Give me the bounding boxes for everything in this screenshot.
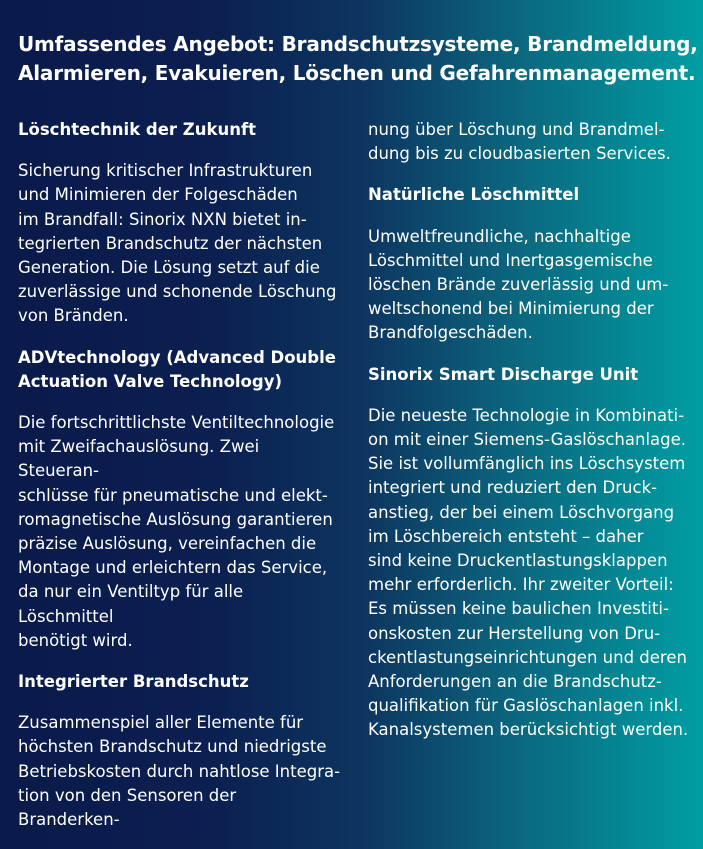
section-text-smart-discharge-unit: Die neueste Technologie in Kombinati- on mit einer Siemens-Gaslöschanlage. Sie ist vollumfänglich ins Löschsystem integriert und reduziert den Druck- anstieg, der bei einem Löschvorgang im Löschbereich entsteht – daher sind keine Druckentlastungsklappen mehr erforderlich. Ihr zweiter Vorteil: Es müssen keine baulichen Investiti- onskosten zur Herstellung von Dru- ckentlastungseinrichtungen und deren Anforderungen an die Brandschutz- qualifikation für Gaslöschanlagen inkl. Kanalsystemen berücksichtigt werden. [368,405,689,740]
section-heading-natuerliche-loeschmittel: Natürliche Löschmittel [368,185,580,205]
page-headline: Umfassendes Angebot: Brandschutzsysteme, Brandmeldung, Alarmieren, Evakuieren, Löschen und Gefahrenmanagement. [18,32,698,85]
section-text-loeschtechnik: Sicherung kritischer Infrastrukturen und Minimieren der Folgeschäden im Brandfall: Sinorix NXN bietet in- tegrierten Brandschutz der nächsten Generation. Die Lösung setzt auf die zuverlässige und schonende Löschung von Bränden. [18,161,337,326]
section-heading-smart-discharge-unit: Sinorix Smart Discharge Unit [368,364,639,384]
section-text-integrierter-brandschutz: Zusammenspiel aller Elemente für höchsten Brandschutz und niedrigste Betriebskosten durch nahtlose Integra- tion von den Sensoren der Branderken- [18,713,341,830]
section-text-continuation: nung über Löschung und Brandmel- dung bis zu cloudbasierten Services. [368,120,671,164]
section-text-natuerliche-loeschmittel: Umweltfreundliche, nachhaltige Löschmittel und Inertgasgemische löschen Brände zuverlässig und um- weltschonend bei Minimierung der Brandfolgeschäden. [368,226,669,343]
right-column [368,118,693,760]
section-text-advtechnology: Die fortschrittlichste Ventiltechnologie mit Zweifachauslösung. Zwei Steueran- schlüsse für pneumatische und elekt- romagnetische Auslösung garantieren präzise Auslösung, vereinfachen die Montage und erleichtern das Service, da nur ein Ventiltyp für alle Löschmittel benötigt wird. [18,413,335,650]
section-heading-integrierter-brandschutz: Integrierter Brandschutz [18,672,249,692]
section-heading-loeschtechnik: Löschtechnik der Zukunft [18,120,257,139]
left-column [18,118,343,849]
section-heading-advtechnology: ADVtechnology (Advanced Double Actuation Valve Technology) [18,347,336,391]
